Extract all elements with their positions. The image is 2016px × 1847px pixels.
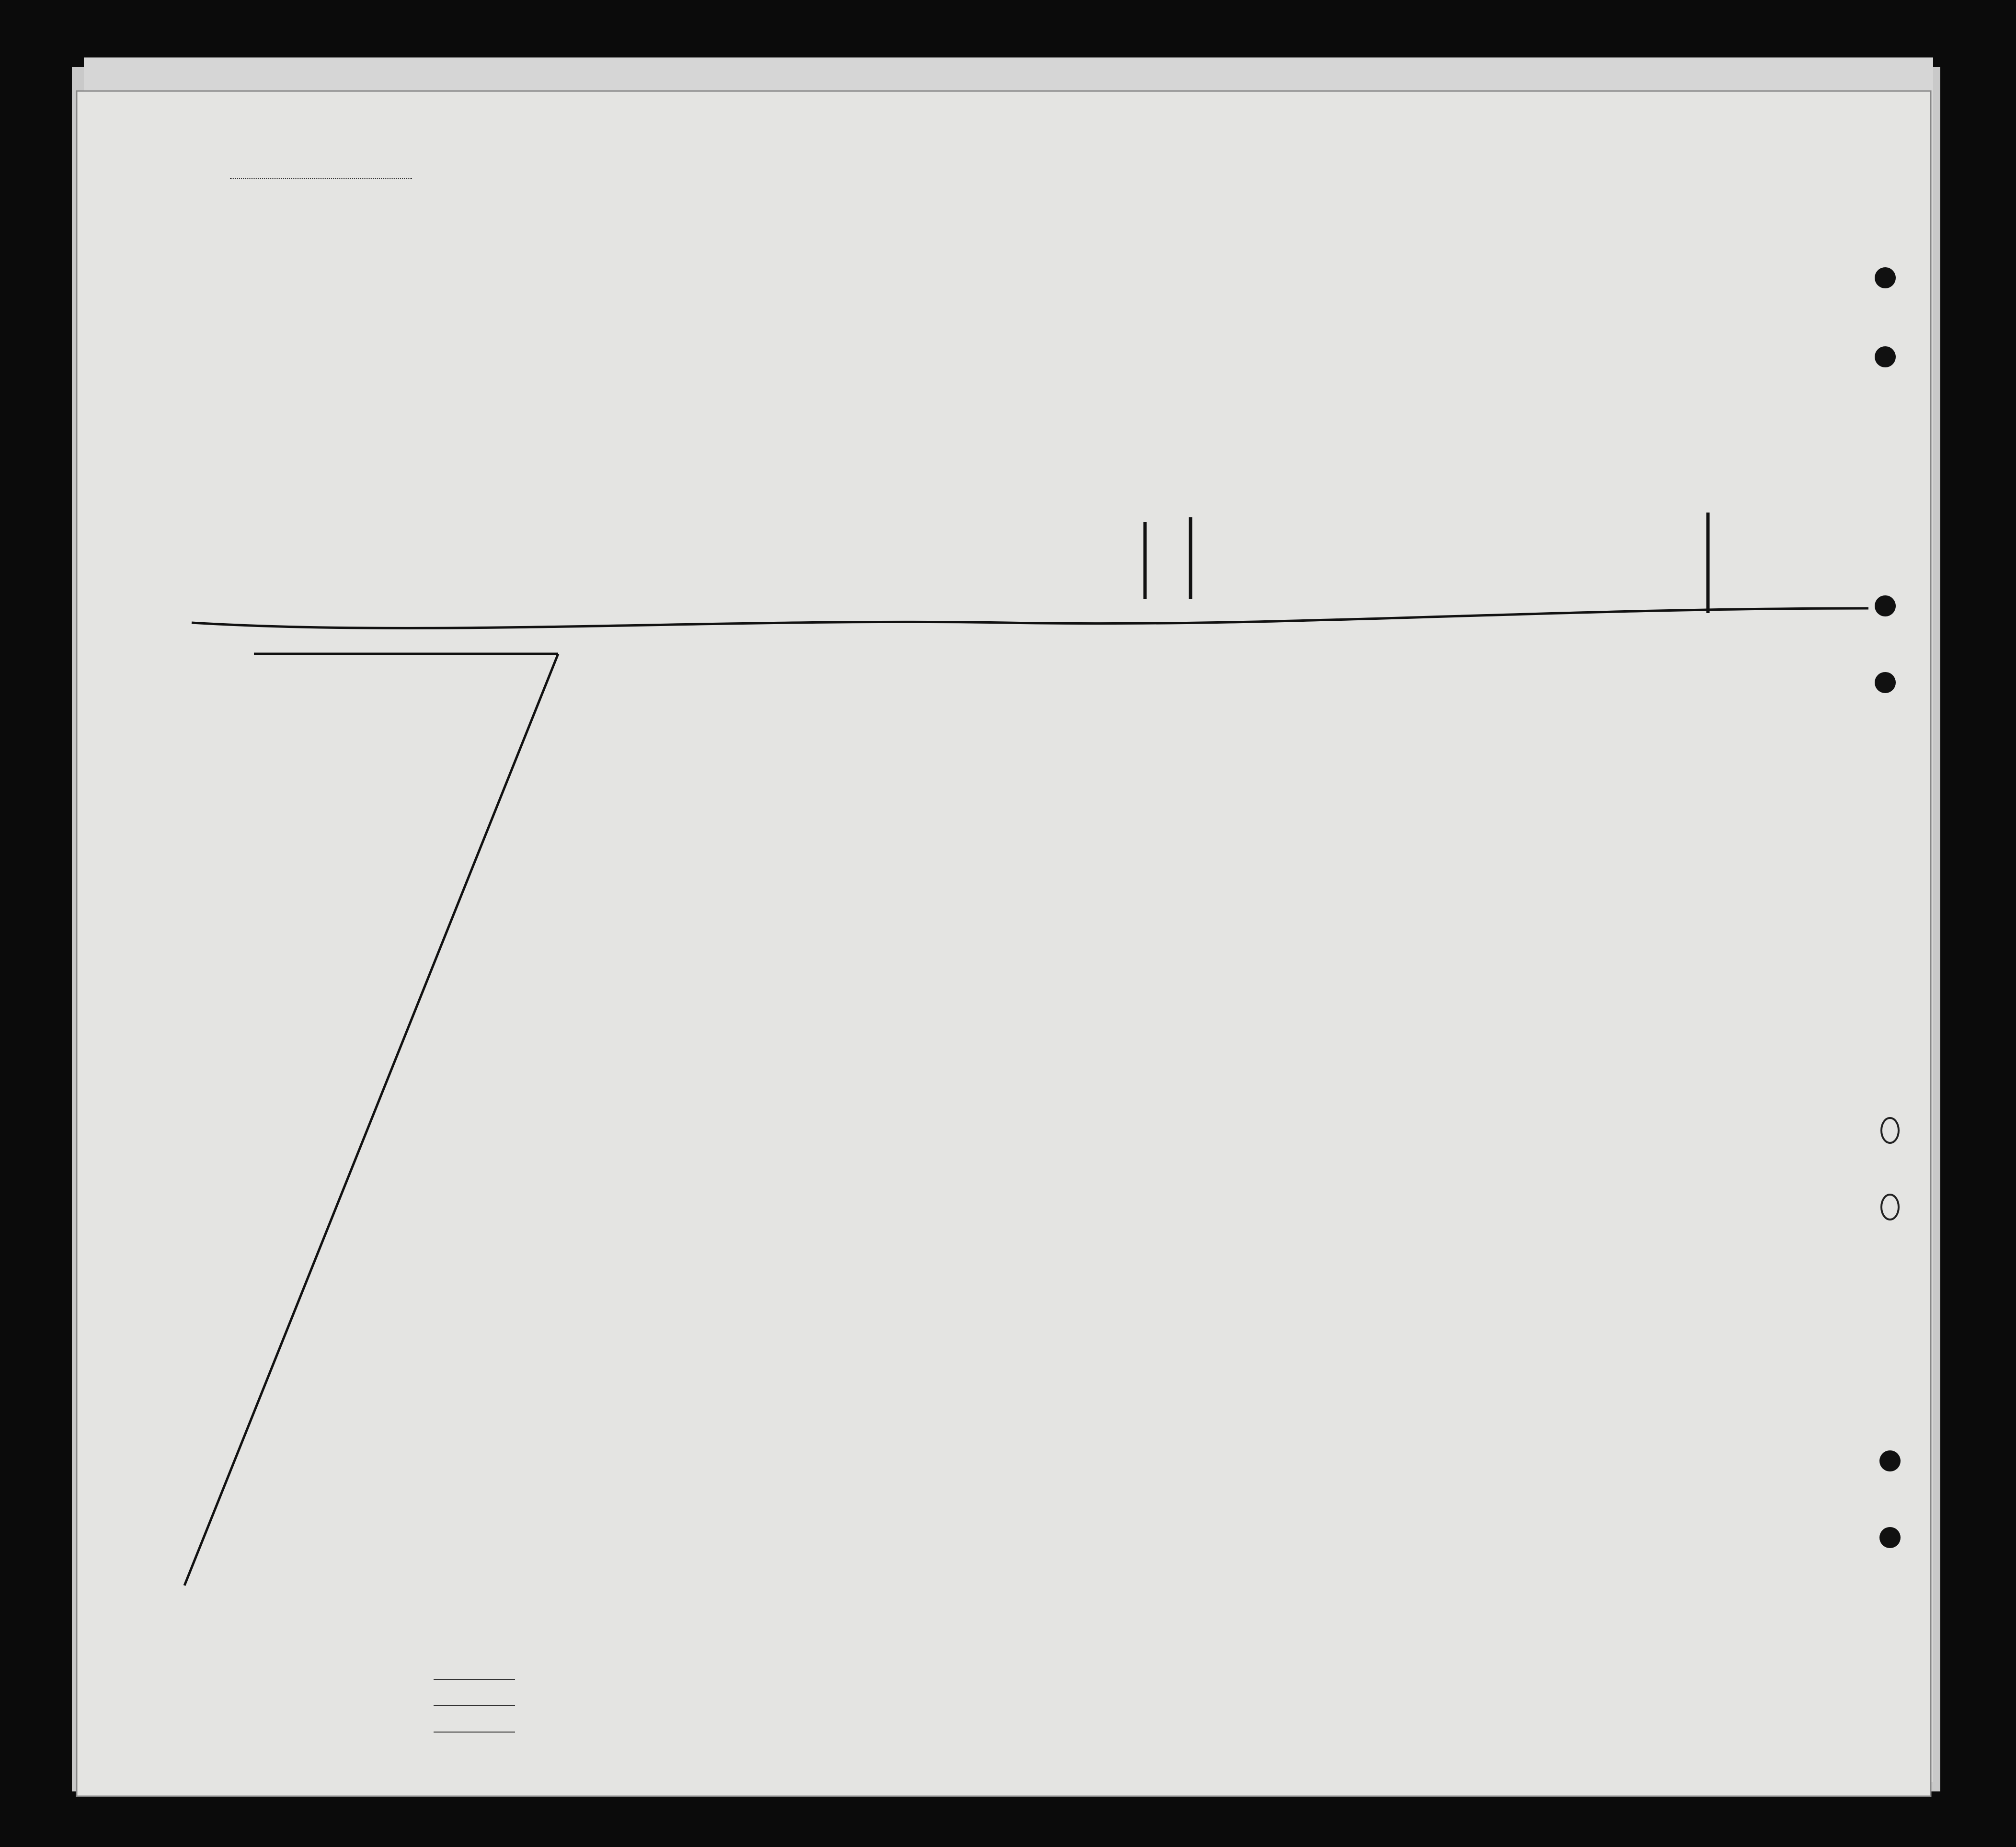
totals-us-citizens-line [434,1705,515,1706]
totals-aliens-line [434,1732,515,1733]
manifest-page [77,91,1931,1796]
list-underline [230,178,412,179]
totals-passengers-line [434,1679,515,1680]
